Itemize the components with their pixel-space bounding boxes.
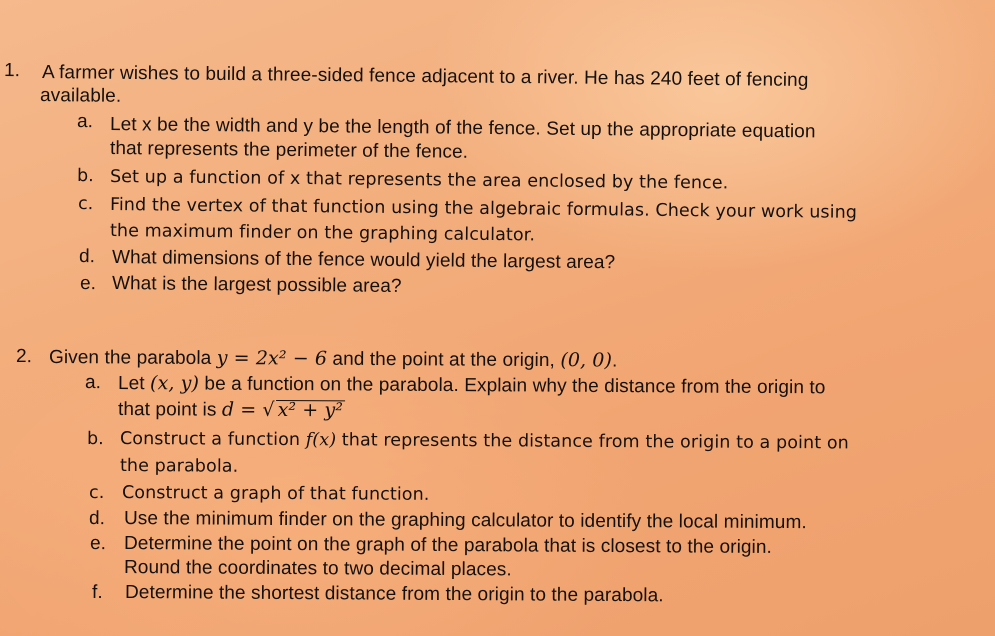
problem-2b-line-2: the parabola. <box>119 456 239 477</box>
distance-formula-lhs: d = √ <box>221 398 275 421</box>
problem-2-number: 2. <box>15 346 33 368</box>
problem-2a-prefix: Let <box>117 373 151 395</box>
problem-2c-label: c. <box>88 483 105 504</box>
problem-2b-rest: that represents the distance from the origin to a point on <box>336 430 849 454</box>
problem-1c-line-1: Find the vertex of that function using the algebraic formulas. Check your work using <box>109 195 858 223</box>
origin-point: (0, 0) <box>560 349 613 372</box>
problem-2a-label: a. <box>84 372 102 394</box>
problem-2f-line-1: Determine the shortest distance from the origin to the parabola. <box>124 582 664 607</box>
problem-2a-rest: be a function on the parabola. Explain why the distance from the origin to <box>198 373 826 399</box>
problem-2e-line-1: Determine the point on the graph of the parabola that is closest to the origin. <box>123 533 773 558</box>
problem-1c-line-2: the maximum finder on the graphing calculator. <box>109 221 536 246</box>
problem-2d-line-1: Use the minimum finder on the graphing calculator to identify the local minimum. <box>123 508 807 534</box>
problem-2b-line-1 <box>120 428 849 454</box>
parabola-equation: y = 2x² − 6 <box>216 347 328 370</box>
distance-formula-radicand: x² + y² <box>277 398 344 422</box>
problem-1-line-2: available. <box>39 85 122 107</box>
problem-2f-label: f. <box>91 582 103 604</box>
problem-1d-line-1: What dimensions of the fence would yield the largest area? <box>111 247 616 274</box>
problem-2a-line2-prefix: that point is <box>117 399 222 421</box>
problem-2a-line-1 <box>118 372 826 399</box>
problem-2-intro-mid: and the point at the origin, <box>327 348 561 372</box>
problem-1a-line-1: Let x be the width and y be the length of the fence. Set up the appropriate equation <box>109 114 816 143</box>
function-fx: f(x) <box>305 430 337 451</box>
problem-2-intro-prefix: Given the parabola <box>48 347 217 370</box>
problem-2b-prefix: Construct a function <box>119 429 306 451</box>
problem-1b-label: b. <box>76 166 94 187</box>
problem-2b-label: b. <box>86 429 104 450</box>
problem-1c-label: c. <box>77 194 94 215</box>
problem-2c-line-1: Construct a graph of that function. <box>121 483 430 505</box>
problem-1e-line-1: What is the largest possible area? <box>111 273 402 298</box>
problem-2a-line-2 <box>118 398 345 422</box>
problem-1d-label: d. <box>78 246 96 268</box>
problem-2-intro-end: . <box>611 350 618 372</box>
problem-1-number: 1. <box>3 60 21 82</box>
problem-1b-line-1: Set up a function of x that represents the area enclosed by the fence. <box>109 167 729 194</box>
problem-1e-label: e. <box>79 273 97 295</box>
problem-2e-label: e. <box>89 533 107 555</box>
problem-1a-line-2: that represents the perimeter of the fence. <box>109 138 469 163</box>
problem-1a-label: a. <box>76 111 94 133</box>
problem-2e-line-2: Round the coordinates to two decimal places. <box>123 557 512 581</box>
problem-2-intro <box>49 346 618 372</box>
problem-2d-label: d. <box>88 508 106 530</box>
point-xy: (x, y) <box>150 372 200 395</box>
problem-1-line-1: A farmer wishes to build a three-sided fence adjacent to a river. He has 240 feet of fencing <box>41 62 809 92</box>
